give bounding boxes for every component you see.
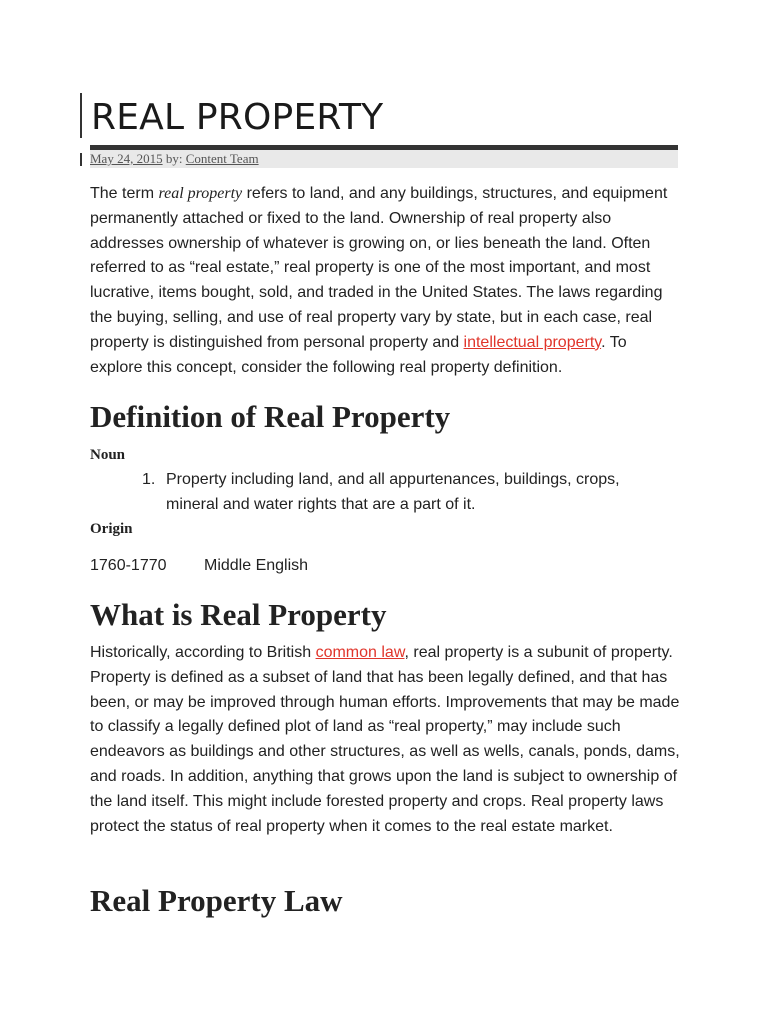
definition-text: Property including land, and all appurtenances, buildings, crops, mineral and water rights that are a part of it. <box>166 471 620 513</box>
what-is-text-b: , real property is a subunit of property. Property is defined as a subset of land that has been legally defined, and that has been, or may be improved through human efforts. Improvements that may be made to classify a legally defined plot of land as “real property,” may include such endeavors as buildings and other structures, as well as wells, canals, ponds, dams, and roads. In addition, anything that grows upon the land is subject to ownership of the land itself. This might include forested property and crops. Real property laws protect the status of real property when it comes to the real estate market. <box>90 644 680 835</box>
intro-text-b: refers to land, and any buildings, structures, and equipment permanently attached or fixed to the land. Ownership of real property also addresses ownership of whatever is growing on, or lies beneath the land. Often referred to as “real estate,” real property is one of the most important, and most lucrative, items bought, sold, and traded in the United States. The laws regarding the buying, selling, and use of real property vary by state, but in each case, real property is distinguished from personal property and <box>90 185 668 351</box>
intro-text-c: . To explore this concept, consider the following real property definition. <box>90 333 627 376</box>
origin-label: Origin <box>90 521 133 537</box>
what-is-text-a: Historically, according to British <box>90 644 316 661</box>
intro-text-a: The term <box>90 185 159 202</box>
what-is-paragraph <box>90 641 680 839</box>
common-law-link[interactable]: common law <box>315 644 405 661</box>
origin-language: Middle English <box>204 557 309 574</box>
meta-accent-bar <box>80 153 82 166</box>
post-meta <box>90 150 678 168</box>
intro-paragraph <box>90 182 680 380</box>
definition-list <box>142 468 662 518</box>
origin-years: 1760-1770 <box>90 557 167 574</box>
by-label: by: <box>162 151 186 166</box>
author-link[interactable]: Content Team <box>185 151 259 166</box>
definition-number: 1. <box>142 471 156 488</box>
definition-heading: Definition of Real Property <box>90 399 451 434</box>
post-date-link[interactable]: May 24, 2015 <box>90 151 163 166</box>
title-accent-bar <box>80 93 82 138</box>
law-heading: Real Property Law <box>90 883 343 918</box>
intro-term: real property <box>158 185 243 202</box>
definition-item <box>142 468 662 518</box>
noun-label: Noun <box>90 447 126 463</box>
page-title: REAL PROPERTY <box>91 97 384 138</box>
origin-row <box>90 556 308 576</box>
intellectual-property-link[interactable]: intellectual property <box>463 333 602 351</box>
what-is-heading: What is Real Property <box>90 597 387 632</box>
